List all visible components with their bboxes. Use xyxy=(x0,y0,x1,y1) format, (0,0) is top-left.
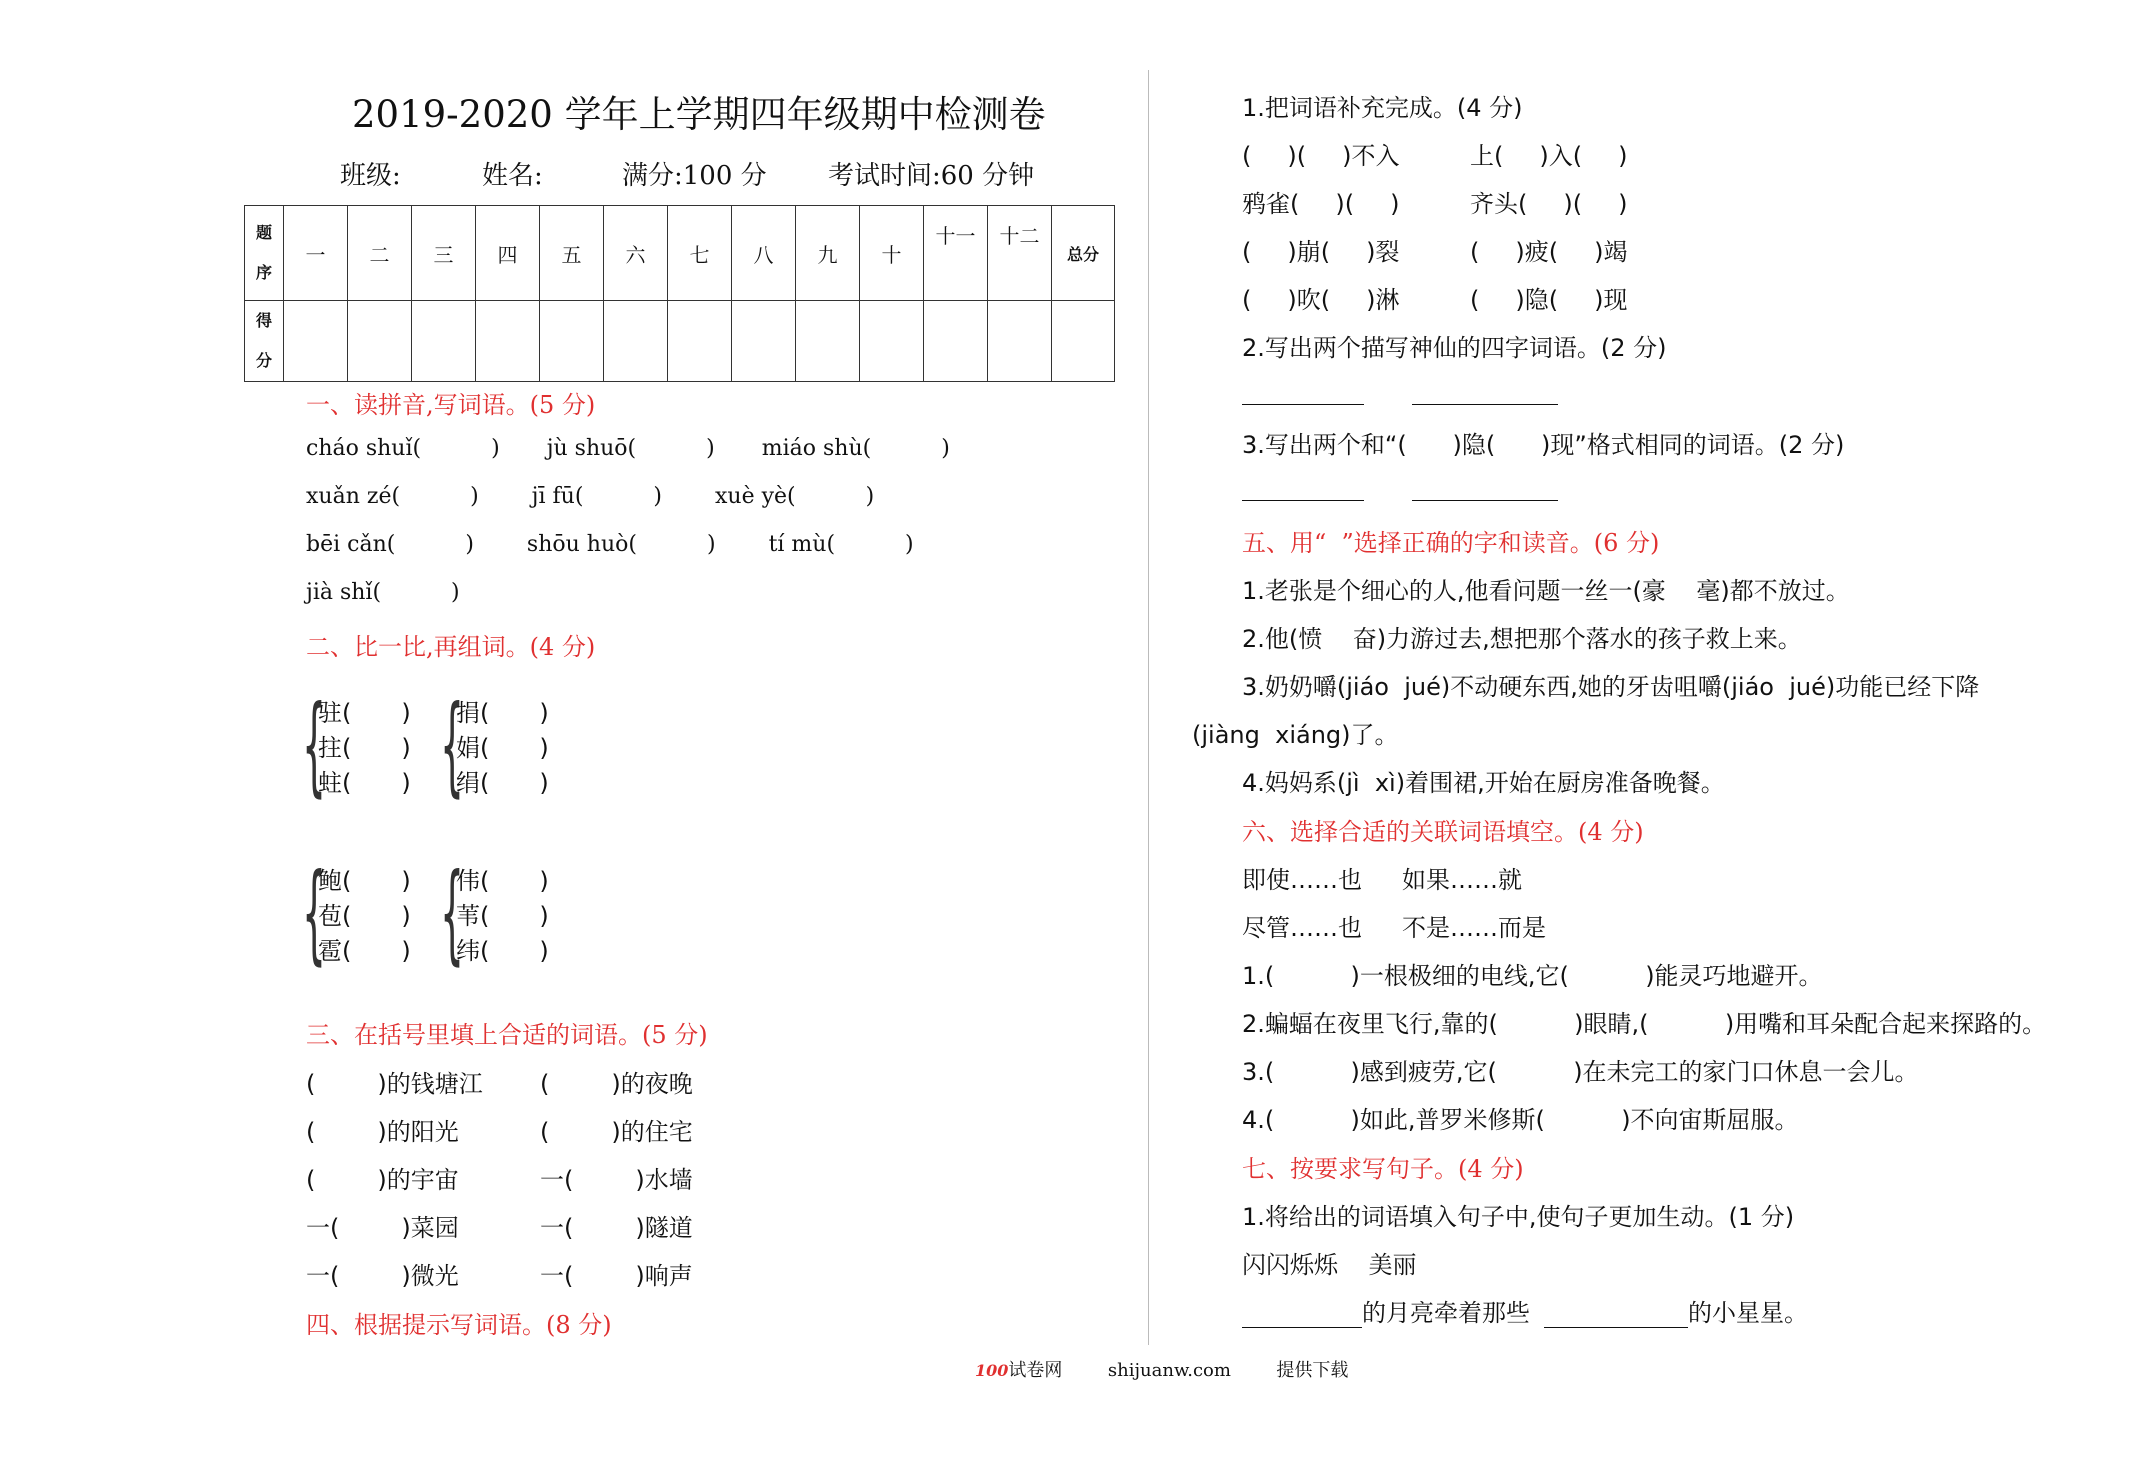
table-row-label: 题 序 xyxy=(245,206,284,301)
column-header: 五 xyxy=(540,206,604,301)
answer-line[interactable] xyxy=(1242,1301,1362,1328)
score-cell[interactable] xyxy=(348,301,412,382)
column-header: 六 xyxy=(604,206,668,301)
brace-icon: { xyxy=(440,683,465,808)
fill-row: ( )的阳光 xyxy=(306,1118,459,1146)
section3-heading: 三、在括号里填上合适的词语。(5 分) xyxy=(306,1021,708,1049)
pinyin-row: cháo shuǐ( ) jù shuō( ) miáo shù( ) xyxy=(306,436,950,461)
question-5-2: 2.他(愤 奋)力游过去,想把那个落水的孩子救上来。 xyxy=(1242,625,1802,653)
brace-icon: { xyxy=(302,851,327,976)
option-text: 即使……也 xyxy=(1242,866,1362,894)
site-logo: 100 xyxy=(975,1361,1009,1380)
sentence-fill: 的月亮牵着那些 的小星星。 xyxy=(1242,1293,1808,1328)
brace-icon: { xyxy=(440,851,465,976)
answer-line[interactable] xyxy=(1242,474,1364,501)
column-header: 八 xyxy=(732,206,796,301)
full-score-label: 满分:100 分 xyxy=(622,161,767,191)
answer-line[interactable] xyxy=(1242,378,1364,405)
brace-icon: { xyxy=(302,683,327,808)
idiom-row: ( )崩( )裂 xyxy=(1242,238,1400,266)
question-6-4: 4.( )如此,普罗米修斯( )不向宙斯屈服。 xyxy=(1242,1106,1799,1134)
section2-heading: 二、比一比,再组词。(4 分) xyxy=(306,633,596,661)
score-cell[interactable] xyxy=(924,301,988,382)
idiom-row: 鸦雀( )( ) xyxy=(1242,190,1400,218)
idiom-row: 上( )入( ) xyxy=(1470,142,1628,170)
question-5-1: 1.老张是个细心的人,他看问题一丝一(豪 毫)都不放过。 xyxy=(1242,577,1850,605)
score-cell[interactable] xyxy=(476,301,540,382)
question-6-2: 2.蝙蝠在夜里飞行,靠的( )眼睛,( )用嘴和耳朵配合起来探路的。 xyxy=(1242,1010,2047,1038)
fill-row: ( )的宇宙 xyxy=(306,1166,459,1194)
column-header: 七 xyxy=(668,206,732,301)
compare-group: 伟( ) 苇( ) 纬( ) xyxy=(456,867,549,965)
column-header: 十一 xyxy=(924,206,988,301)
score-cell[interactable] xyxy=(860,301,924,382)
question-5-3-cont: (jiàng xiáng)了。 xyxy=(1192,721,1399,749)
column-header: 三 xyxy=(412,206,476,301)
section6-heading: 六、选择合适的关联词语填空。(4 分) xyxy=(1242,818,1644,846)
score-cell[interactable] xyxy=(540,301,604,382)
question-4-1: 1.把词语补充完成。(4 分) xyxy=(1242,94,1523,122)
total-score-cell[interactable] xyxy=(1052,301,1115,382)
question-4-2: 2.写出两个描写神仙的四字词语。(2 分) xyxy=(1242,334,1667,362)
score-cell[interactable] xyxy=(604,301,668,382)
idiom-row: ( )隐( )现 xyxy=(1470,286,1628,314)
fill-row: 一( )菜园 xyxy=(306,1214,459,1242)
column-divider xyxy=(1148,70,1149,1345)
table-row-label: 得 分 xyxy=(245,301,284,382)
score-cell[interactable] xyxy=(412,301,476,382)
idiom-row: 齐头( )( ) xyxy=(1470,190,1628,218)
idiom-row: ( )( )不入 xyxy=(1242,142,1400,170)
compare-group: 鲍( ) 苞( ) 雹( ) xyxy=(318,867,411,965)
given-words: 闪闪烁烁 美丽 xyxy=(1242,1251,1417,1279)
option-text: 如果……就 xyxy=(1402,866,1522,894)
total-header: 总分 xyxy=(1052,206,1115,301)
score-cell[interactable] xyxy=(988,301,1052,382)
score-cell[interactable] xyxy=(796,301,860,382)
fill-row: ( )的钱塘江 xyxy=(306,1070,483,1098)
footer xyxy=(975,1356,1348,1382)
section7-heading: 七、按要求写句子。(4 分) xyxy=(1242,1155,1524,1183)
fill-row: ( )的住宅 xyxy=(540,1118,693,1146)
score-table xyxy=(244,205,1115,382)
fill-row: ( )的夜晚 xyxy=(540,1070,693,1098)
idiom-row: ( )吹( )淋 xyxy=(1242,286,1400,314)
column-header: 四 xyxy=(476,206,540,301)
section1-heading: 一、读拼音,写词语。(5 分) xyxy=(306,391,596,419)
column-header: 十 xyxy=(860,206,924,301)
exam-time-label: 考试时间:60 分钟 xyxy=(828,161,1035,191)
question-7-1: 1.将给出的词语填入句子中,使句子更加生动。(1 分) xyxy=(1242,1203,1795,1231)
question-4-3: 3.写出两个和“( )隐( )现”格式相同的词语。(2 分) xyxy=(1242,431,1845,459)
pinyin-row: bēi cǎn( ) shōu huò( ) tí mù( ) xyxy=(306,532,914,557)
fill-row: 一( )隧道 xyxy=(540,1214,693,1242)
answer-line[interactable] xyxy=(1412,378,1558,405)
compare-group: 捐( ) 娟( ) 绢( ) xyxy=(456,699,549,797)
class-label: 班级: xyxy=(340,161,401,191)
question-5-3: 3.奶奶嚼(jiáo jué)不动硬东西,她的牙齿咀嚼(jiáo jué)功能已经下降 xyxy=(1242,673,1980,701)
score-cell[interactable] xyxy=(732,301,796,382)
site-domain[interactable]: shijuanw.com xyxy=(1107,1360,1231,1381)
page-title: 2019-2020 学年上学期四年级期中检测卷 xyxy=(352,93,1046,136)
fill-row: 一( )水墙 xyxy=(540,1166,693,1194)
section5-heading: 五、用“ ”选择正确的字和读音。(6 分) xyxy=(1242,529,1660,557)
question-6-3: 3.( )感到疲劳,它( )在未完工的家门口休息一会儿。 xyxy=(1242,1058,1919,1086)
fill-row: 一( )响声 xyxy=(540,1262,693,1290)
score-cell[interactable] xyxy=(284,301,348,382)
question-6-1: 1.( )一根极细的电线,它( )能灵巧地避开。 xyxy=(1242,962,1823,990)
option-text: 尽管……也 xyxy=(1242,914,1362,942)
pinyin-row: jià shǐ( ) xyxy=(306,580,460,605)
name-label: 姓名: xyxy=(482,161,543,191)
fill-row: 一( )微光 xyxy=(306,1262,459,1290)
section4-heading: 四、根据提示写词语。(8 分) xyxy=(306,1311,612,1339)
download-note: 提供下载 xyxy=(1276,1360,1349,1381)
column-header: 九 xyxy=(796,206,860,301)
column-header: 一 xyxy=(284,206,348,301)
score-cell[interactable] xyxy=(668,301,732,382)
site-name: 试卷网 xyxy=(1008,1360,1063,1381)
answer-line[interactable] xyxy=(1544,1301,1688,1328)
idiom-row: ( )疲( )竭 xyxy=(1470,238,1628,266)
compare-group: 驻( ) 拄( ) 蛀( ) xyxy=(318,699,411,797)
column-header: 十二 xyxy=(988,206,1052,301)
column-header: 二 xyxy=(348,206,412,301)
option-text: 不是……而是 xyxy=(1402,914,1546,942)
answer-line[interactable] xyxy=(1412,474,1558,501)
pinyin-row: xuǎn zé( ) jī fū( ) xuè yè( ) xyxy=(306,484,875,509)
question-5-4: 4.妈妈系(jì xì)着围裙,开始在厨房准备晚餐。 xyxy=(1242,769,1725,797)
